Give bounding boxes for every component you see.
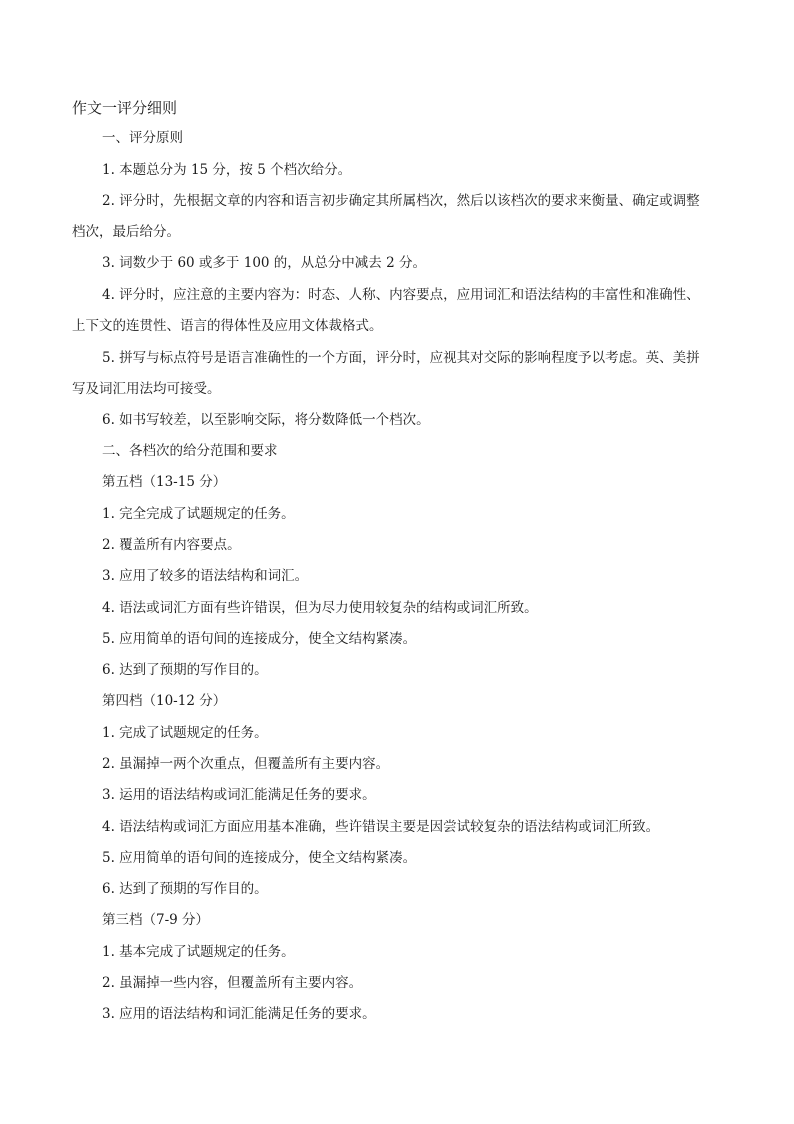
principle-item: 2. 评分时，先根据文章的内容和语言初步确定其所属档次，然后以该档次的要求来衡量、确定或调整 (102, 193, 700, 209)
principle-item-continuation: 档次，最后给分。 (72, 224, 180, 240)
band-item: 2. 虽漏掉一两个次重点，但覆盖所有主要内容。 (102, 756, 390, 772)
band-item: 1. 完成了试题规定的任务。 (102, 725, 268, 741)
band-item: 5. 应用简单的语句间的连接成分，使全文结构紧凑。 (102, 850, 417, 866)
principle-item: 6. 如书写较差，以至影响交际，将分数降低一个档次。 (102, 412, 430, 428)
band-heading: 第四档（10-12 分） (102, 693, 227, 709)
section-heading-principles: 一、评分原则 (102, 130, 183, 146)
band-item: 3. 运用的语法结构或词汇能满足任务的要求。 (102, 787, 376, 803)
band-item: 3. 应用的语法结构和词汇能满足任务的要求。 (102, 1006, 376, 1022)
band-item: 2. 覆盖所有内容要点。 (102, 537, 241, 553)
band-item: 4. 语法或词汇方面有些许错误，但为尽力使用较复杂的结构或词汇所致。 (102, 600, 538, 616)
band-item: 6. 达到了预期的写作目的。 (102, 662, 268, 678)
document-title: 作文一评分细则 (72, 99, 178, 117)
band-item: 3. 应用了较多的语法结构和词汇。 (102, 568, 309, 584)
principle-item-continuation: 写及词汇用法均可接受。 (72, 381, 221, 397)
principle-item: 4. 评分时，应注意的主要内容为：时态、人称、内容要点，应用词汇和语法结构的丰富性和准确性、 (102, 287, 700, 303)
principle-item: 5. 拼写与标点符号是语言准确性的一个方面，评分时，应视其对交际的影响程度予以考虑。英、美拼 (102, 350, 700, 366)
section-heading-bands: 二、各档次的给分范围和要求 (102, 443, 278, 459)
band-heading: 第三档（7-9 分） (102, 912, 210, 928)
band-item: 5. 应用简单的语句间的连接成分，使全文结构紧凑。 (102, 631, 417, 647)
principle-item-continuation: 上下文的连贯性、语言的得体性及应用文体裁格式。 (72, 318, 383, 334)
band-item: 4. 语法结构或词汇方面应用基本准确，些许错误主要是因尝试较复杂的语法结构或词汇所致。 (102, 819, 660, 835)
band-item: 1. 基本完成了试题规定的任务。 (102, 944, 295, 960)
principle-item: 1. 本题总分为 15 分，按 5 个档次给分。 (102, 162, 352, 178)
principle-item: 3. 词数少于 60 或多于 100 的，从总分中减去 2 分。 (102, 255, 426, 271)
band-item: 2. 虽漏掉一些内容，但覆盖所有主要内容。 (102, 975, 363, 991)
band-item: 6. 达到了预期的写作目的。 (102, 881, 268, 897)
band-heading: 第五档（13-15 分） (102, 474, 227, 490)
band-item: 1. 完全完成了试题规定的任务。 (102, 506, 295, 522)
